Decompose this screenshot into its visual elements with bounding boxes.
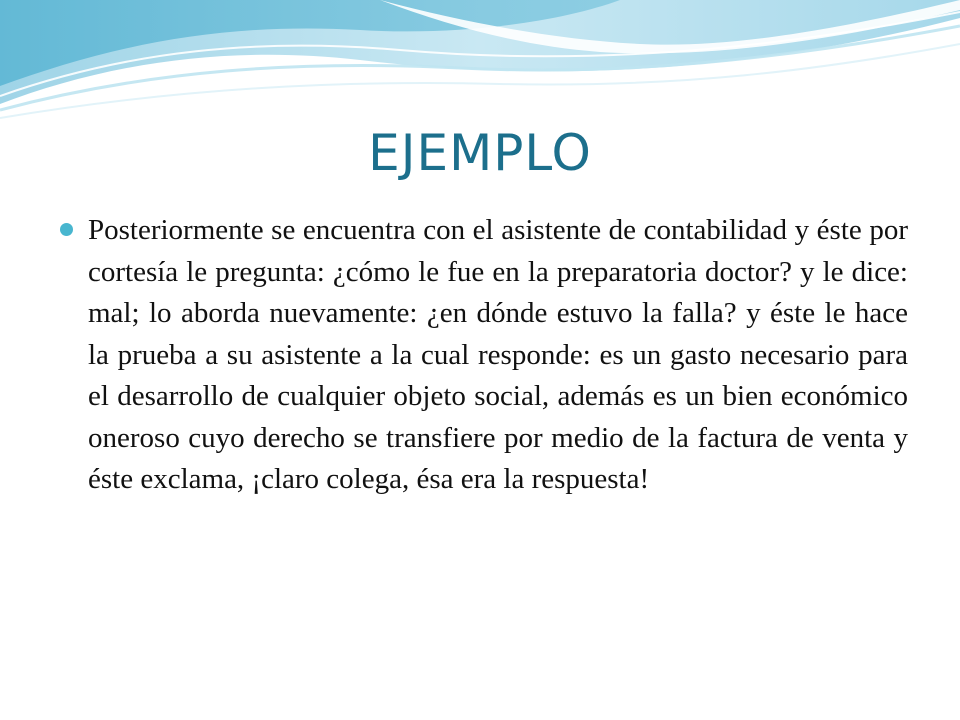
bullet-text: Posteriormente se encuentra con el asistente de contabilidad y éste por cortesía le pregunta: ¿cómo le fue en la preparatoria doctor? y le dice: mal; lo aborda nuevamente: ¿en dónde estuvo la falla? y éste le hace la prueba a su asistente a la cual responde: es un gasto necesario para el desarrollo de cualquier objeto social, además es un bien económico oneroso cuyo derecho se transfiere por medio de la factura de venta y éste exclama, ¡claro colega, ésa era la respuesta! bbox=[88, 214, 908, 495]
bullet-item bbox=[60, 210, 908, 501]
slide-body bbox=[60, 210, 908, 501]
bullet-dot-icon bbox=[60, 223, 73, 236]
slide-title: EJEMPLO bbox=[368, 124, 592, 182]
decorative-wave-header bbox=[0, 0, 960, 120]
